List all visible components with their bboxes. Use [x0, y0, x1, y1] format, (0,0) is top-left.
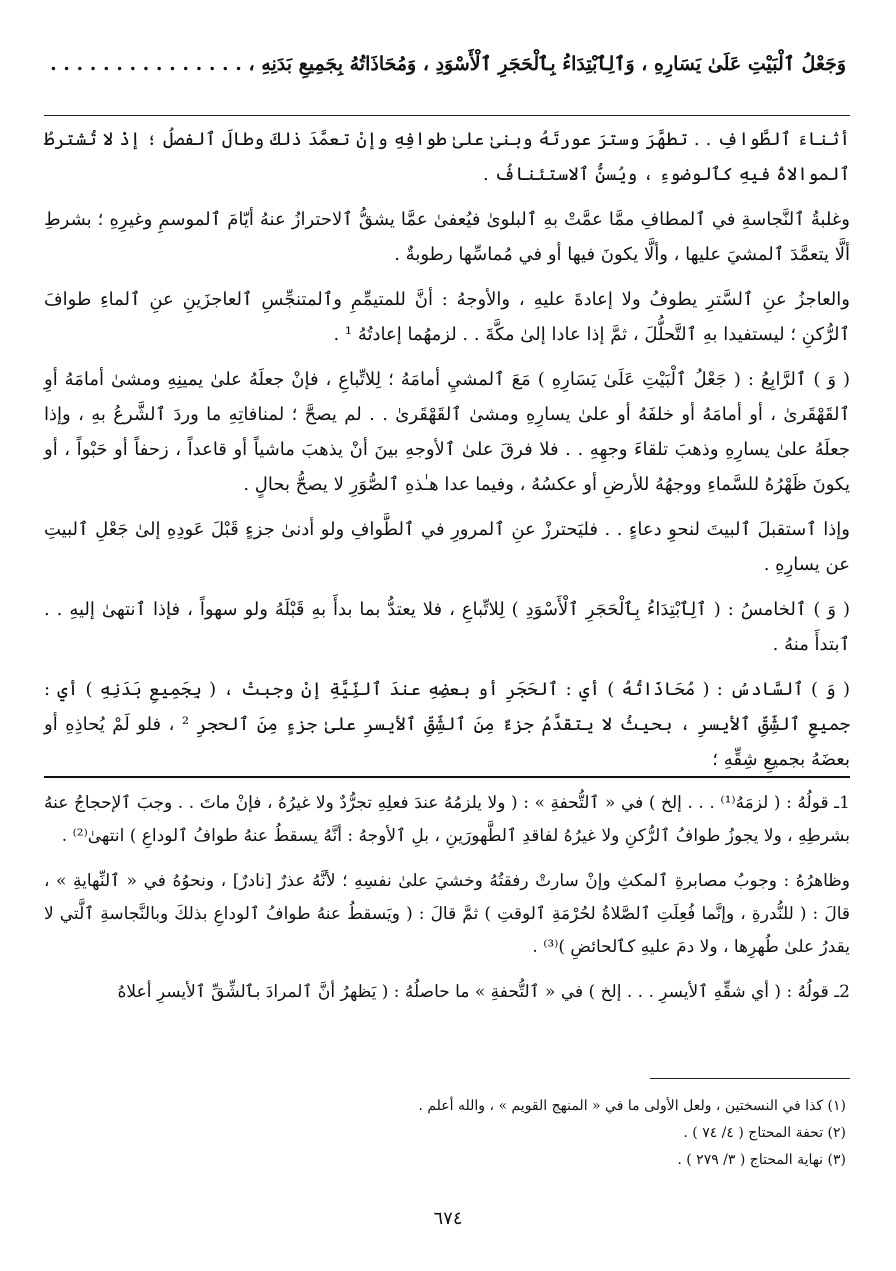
page-number: ٦٧٤ [433, 1208, 463, 1229]
footnote-divider [650, 1078, 850, 1079]
commentary-paragraph: ( وَ ) ٱلخامسُ : ( ٱلِٱبْتِدَاءُ بِٱلْحَجَرِ ٱلْأَسْوَدِ ) لِلاتِّباعِ ، فلا يعتدُّ بما بدأَ بهِ قَبْلَهُ ولو سهواً ، فإذا ٱنتهىٰ إليهِ . . ٱبتدأَ منهُ . [44, 599, 850, 655]
margin-note: 2ـ قولُهُ : ( أي شقِّهِ ٱلأيسرِ . . . إلخ ) في « ٱلتُّحفةِ » ما حاصلُهُ : ( يَظهرُ أنَّ ٱلمرادَ بٱلشِّقِّ ٱلأيسرِ أعلاهُ [117, 982, 850, 1002]
top-divider [44, 115, 850, 116]
footnotes [46, 1093, 846, 1174]
commentary-paragraph: وغلبةُ ٱلنَّجاسةِ في ٱلمطافِ ممَّا عمَّتْ بهِ ٱلبلوىٰ فيُعفىٰ عمَّا يشقُّ ٱلاحترازُ عنهُ أيّامَ ٱلموسمِ وغيرِهِ ؛ بشرطِ ألَّا يتعمَّدَ ٱلمشيَ عليها ، وألَّا يكونَ فيها أو في مُماسِّها رطوبةٌ . [44, 209, 850, 265]
commentary-paragraph: وإذا ٱستقبلَ ٱلبيتَ لنحوِ دعاءٍ . . فليَحترزْ عنِ ٱلمرورِ في ٱلطَّوافِ ولو أدنىٰ جزءٍ قَبْلَ عَودِهِ إلىٰ جَعْلِ ٱلبيتِ عن يسارِهِ . [44, 519, 850, 575]
commentary-body [44, 122, 850, 787]
footnote: (٢) تحفة المحتاج ( ٤/ ٧٤ ) . [683, 1125, 846, 1141]
commentary-paragraph: ( وَ ) ٱلرَّابِعُ : ( جَعْلُ ٱلْبَيْتِ عَلَىٰ يَسَارِهِ ) مَعَ ٱلمشيِ أمامَهُ ؛ لِلاتِّباعِ ، فإنْ جعلَهُ علىٰ يمينِهِ ومشىٰ أمامَهُ أوِ ٱلقَهْقَرىٰ ، أو أمامَهُ أو خلفَهُ أو علىٰ يسارِهِ ومشىٰ ٱلقَهْقَرىٰ . . لم يصحَّ ؛ لمنافاتِهِ ما وردَ ٱلشَّرعُ بهِ ، وإذا جعلَهُ علىٰ يسارِهِ وذهبَ تلقاءَ وجهِهِ . . فلا فرقَ علىٰ ٱلأوجهِ بينَ أنْ يذهبَ ماشياً أو قاعداً ، زحفاً أو حَبْواً ، أو يكونَ ظَهْرُهُ للسَّماءِ ووجهُهُ للأرضِ أو عكسُهُ ، وفيما عدا هـٰذهِ ٱلصُّوَرِ لا يصحُّ بحالٍ . [44, 369, 850, 495]
commentary-paragraph: ( وَ ) ٱلسَّادسُ : ( مُحَاذَاتُهُ ) أي : ٱلحَجَرِ أو بعضِهِ عندَ ٱلنِّيَّةِ إنْ وجبتْ ، ( بِجَمِيعِ بَدَنِهِ ) أي : جميعِ ٱلشِّقِّ ٱلأيسرِ ، بحيثُ لا يتقدَّمُ جزءٌ مِنَ ٱلشِّقِّ ٱلأيسرِ علىٰ جزءٍ مِنَ ٱلحجرِ ² ، فلو لَمْ يُحاذِهِ أو بعضَهُ بجميعِ شِقِّهِ ؛ [44, 679, 851, 770]
commentary-paragraph: أثناءَ ٱلطَّوافِ . . تطهَّرَ وسترَ عورتَهُ وبنىٰ علىٰ طوافِهِ وإنْ تعمَّدَ ذلكَ وطالَ ٱلفصلُ ؛ إذْ لا تُشترطُ ٱلموالاةُ فيهِ كٱلوضوءِ ، ويُسنُّ ٱلاستئنافُ . [44, 129, 850, 185]
commentary-paragraph: والعاجزُ عنِ ٱلسَّترِ يطوفُ ولا إعادةَ عليهِ ، والأوجهُ : أنَّ للمتيمِّمِ وٱلمتنجِّسِ ٱلعاجزَينِ عنِ ٱلماءِ طوافَ ٱلرُّكنِ ؛ ليستفيدا بهِ ٱلتَّحلُّلَ ، ثمَّ إذا عادا إلىٰ مكَّةَ . . لزمهُما إعادتُهُ ¹ . [44, 289, 850, 345]
footnote: (٣) نهاية المحتاج ( ٣/ ٢٧٩ ) . [677, 1152, 846, 1168]
margin-note: وظاهرُهُ : وجوبُ مصابرةِ ٱلمكثِ وإنْ سارتْ رفقتُهُ وخشيَ علىٰ نفسِهِ ؛ لأنَّهُ عذرٌ [نادرٌ] ، ونحوُهُ في « ٱلنِّهايةِ » ، قالَ : ( للنُّدرةِ ، وإنَّما فُعِلَتِ ٱلصَّلاةُ لحُرْمَةِ ٱلوقتِ ) ثمَّ قالَ : ( ويَسقطُ عنهُ طوافُ ٱلوداعِ بذلكَ وبالنَّجاسةِ ٱلَّتي لا يقدرُ علىٰ طُهرِها ، ولا دمَ عليهِ كٱلحائضِ )⁽³⁾ . [44, 871, 851, 957]
matn-line: وَجَعْلُ ٱلْبَيْتِ عَلَىٰ يَسَارِهِ ، وَٱلِٱبْتِدَاءُ بِٱلْحَجَرِ ٱلْأَسْوَدِ ، وَمُحَاذَاتُهُ بِجَمِيعِ بَدَنِهِ ، . . . . . . . . . . . . . . . [50, 53, 846, 75]
notes-divider [44, 776, 850, 778]
margin-notes [44, 787, 850, 1021]
margin-note: 1ـ قولُهُ : ( لزمَهُ⁽¹⁾ . . . إلخ ) في « ٱلتُّحفةِ » : ( ولا يلزمُهُ عندَ فعلِهِ تجرُّدٌ ولا غيرُهُ ، فإنْ ماتَ . . وجبَ ٱلإحجاجُ عنهُ بشرطِهِ ، ولا يجوزُ طوافُ ٱلرُّكنِ ولا غيرُهُ لفاقدِ ٱلطَّهورَينِ ، بلِ ٱلأوجهُ : أنَّهُ يسقطُ عنهُ طوافُ ٱلوداعِ ) انتهىٰ⁽²⁾ . [44, 793, 850, 846]
footnote: (١) كذا في النسختين ، ولعل الأولى ما في « المنهج القويم » ، والله أعلم . [418, 1098, 846, 1114]
